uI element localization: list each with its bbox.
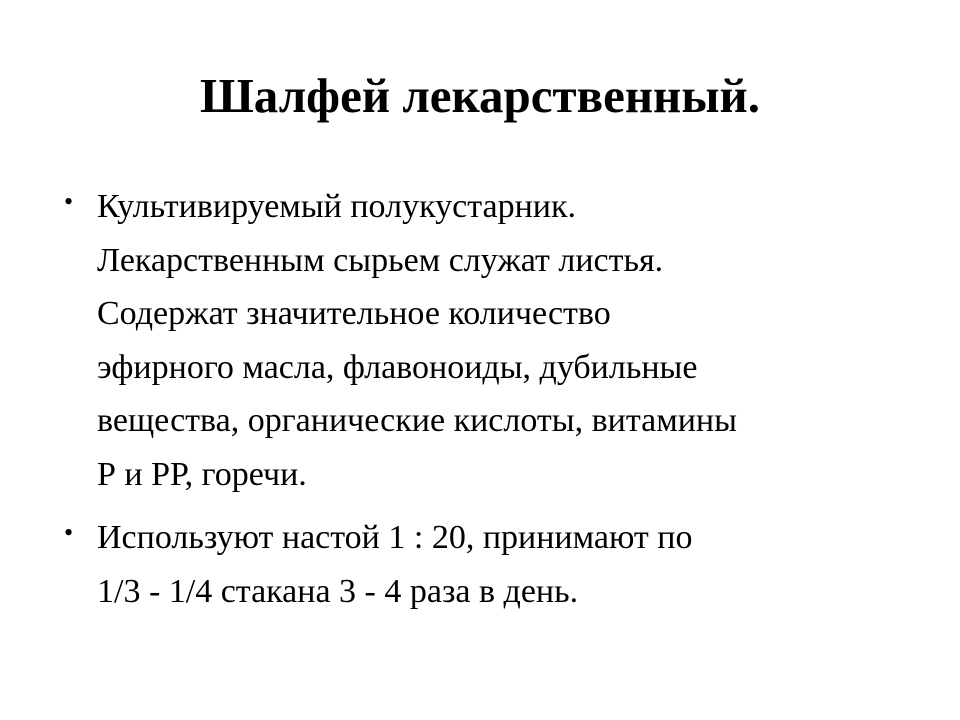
- bullet-line: вещества, органические кислоты, витамины: [97, 402, 737, 439]
- bullet-line: Р и РР, горечи.: [97, 455, 307, 493]
- slide-title: Шалфей лекарственный.: [199, 68, 761, 123]
- bullet-item-1: [60, 180, 920, 501]
- bullet-icon: •: [64, 187, 74, 216]
- bullet-line: 1/3 - 1/4 стакана 3 - 4 раза в день.: [97, 572, 579, 610]
- bullet-line: Культивируемый полукустарник.: [97, 188, 576, 225]
- bullet-line: эфирного масла, флавоноиды, дубильные: [97, 348, 698, 386]
- bullet-icon: •: [64, 518, 74, 547]
- bullet-list: [60, 180, 920, 628]
- bullet-line: Лекарственным сырьем служат листья.: [97, 241, 664, 279]
- bullet-line: Используют настой 1 : 20, принимают по: [97, 519, 693, 556]
- bullet-item-2: [60, 511, 920, 618]
- bullet-line: Содержат значительное количество: [97, 295, 611, 332]
